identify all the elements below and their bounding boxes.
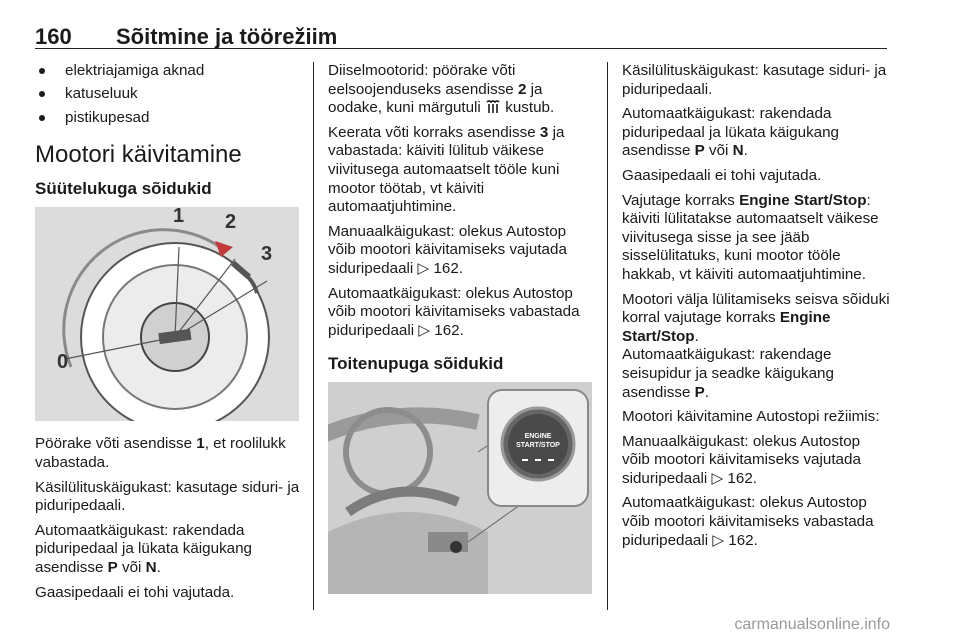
page-reference-icon: ▷ bbox=[417, 259, 430, 277]
paragraph: Automaatkäigukast: olekus Autostop võib mootori käivitamiseks vabastada piduripedaali ▷ 162. bbox=[622, 494, 874, 549]
dashboard-illustration bbox=[328, 382, 592, 594]
page-reference-icon: ▷ bbox=[712, 531, 725, 549]
paragraph: Käsilülituskäigukast: kasutage siduri- ja piduripedaali. bbox=[622, 62, 887, 98]
paragraph: Gaasipedaali ei tohi vajutada. bbox=[622, 166, 822, 184]
page-header bbox=[35, 18, 887, 49]
position-label-3: 3 bbox=[261, 243, 273, 266]
page-reference-icon: ▷ bbox=[418, 321, 431, 339]
position-label-2: 2 bbox=[225, 211, 237, 234]
list-item: pistikupesad bbox=[35, 109, 300, 128]
paragraph: Automaatkäigukast: olekus Autostop võib mootori käivitamiseks vabastada piduripedaali ▷ 162. bbox=[328, 284, 580, 339]
section-title: Mootori käivitamine bbox=[35, 141, 242, 169]
start-stop-button-label: ENGINE START/STOP bbox=[516, 433, 560, 450]
paragraph: Automaatkäigukast: rakendada piduripedaal ja lükata käigukang asendisse P või N. bbox=[35, 521, 253, 576]
column-divider-1 bbox=[313, 62, 314, 610]
paragraph: Käsilülituskäigukast: kasutage siduri- ja piduripedaali. bbox=[35, 478, 300, 515]
paragraph: Mootori käivitamine Autostopi režiimis: bbox=[622, 408, 880, 426]
subsection-title: Toitenupuga sõidukid bbox=[328, 354, 504, 374]
paragraph: Pöörake võti asendisse 1, et roolilukk vabastada. bbox=[35, 435, 286, 471]
position-label-0: 0 bbox=[57, 351, 69, 374]
column-divider-2 bbox=[607, 62, 608, 610]
feature-list bbox=[35, 62, 300, 127]
page-number: 160 bbox=[35, 24, 72, 49]
list-item: katuseluuk bbox=[35, 85, 300, 104]
paragraph: Manuaalkäigukast: olekus Autostop võib mootori käivitamiseks vajutada siduripedaali ▷ 162. bbox=[622, 432, 861, 487]
chapter-title: Sõitmine ja töörežiim bbox=[116, 24, 338, 49]
list-item: elektriajamiga aknad bbox=[35, 62, 300, 81]
paragraph: Automaatkäigukast: rakendada piduripedaal ja lükata käigukang asendisse P või N. bbox=[622, 105, 840, 160]
paragraph: Vajutage korraks Engine Start/Stop: käiviti lülitatakse automaatselt väikese viivitusega sisse ja see jääb sisselülitatuks, kuni mootor tööle hakkab, vt käiviti automaatjuhtimine. bbox=[622, 191, 879, 283]
column-1 bbox=[35, 62, 300, 608]
ignition-lock-illustration bbox=[35, 207, 299, 421]
ignition-lock-figure bbox=[35, 207, 299, 421]
glow-plug-icon bbox=[485, 100, 501, 114]
paragraph: Keerata võti korraks asendisse 3 ja vabastada: käiviti lülitub väikese viivitusega automaatselt tööle kuni mootor töötab, vt käiviti automaatjuhtimine. bbox=[328, 123, 565, 216]
start-stop-button-figure bbox=[328, 382, 592, 594]
watermark: carmanualsonline.info bbox=[734, 616, 890, 633]
paragraph: Diiselmootorid: pöörake võti eelsoojenduseks asendisse 2 ja oodake, kuni märgutuli kustub. bbox=[328, 62, 555, 117]
paragraph: Mootori välja lülitamiseks seisva sõiduki korral vajutage korraks Engine Start/Stop. Automaatkäigukast: rakendage seisupidur ja seadke käigukang asendisse P. bbox=[622, 290, 890, 401]
column-2 bbox=[328, 62, 596, 602]
paragraph: Manuaalkäigukast: olekus Autostop võib mootori käivitamiseks vajutada siduripedaali ▷ 162. bbox=[328, 222, 567, 277]
column-3 bbox=[622, 62, 890, 556]
page-reference-icon: ▷ bbox=[711, 469, 724, 487]
paragraph: Gaasipedaali ei tohi vajutada. bbox=[35, 583, 235, 601]
subsection-title: Süütelukuga sõidukid bbox=[35, 179, 212, 199]
position-label-1: 1 bbox=[173, 207, 185, 228]
